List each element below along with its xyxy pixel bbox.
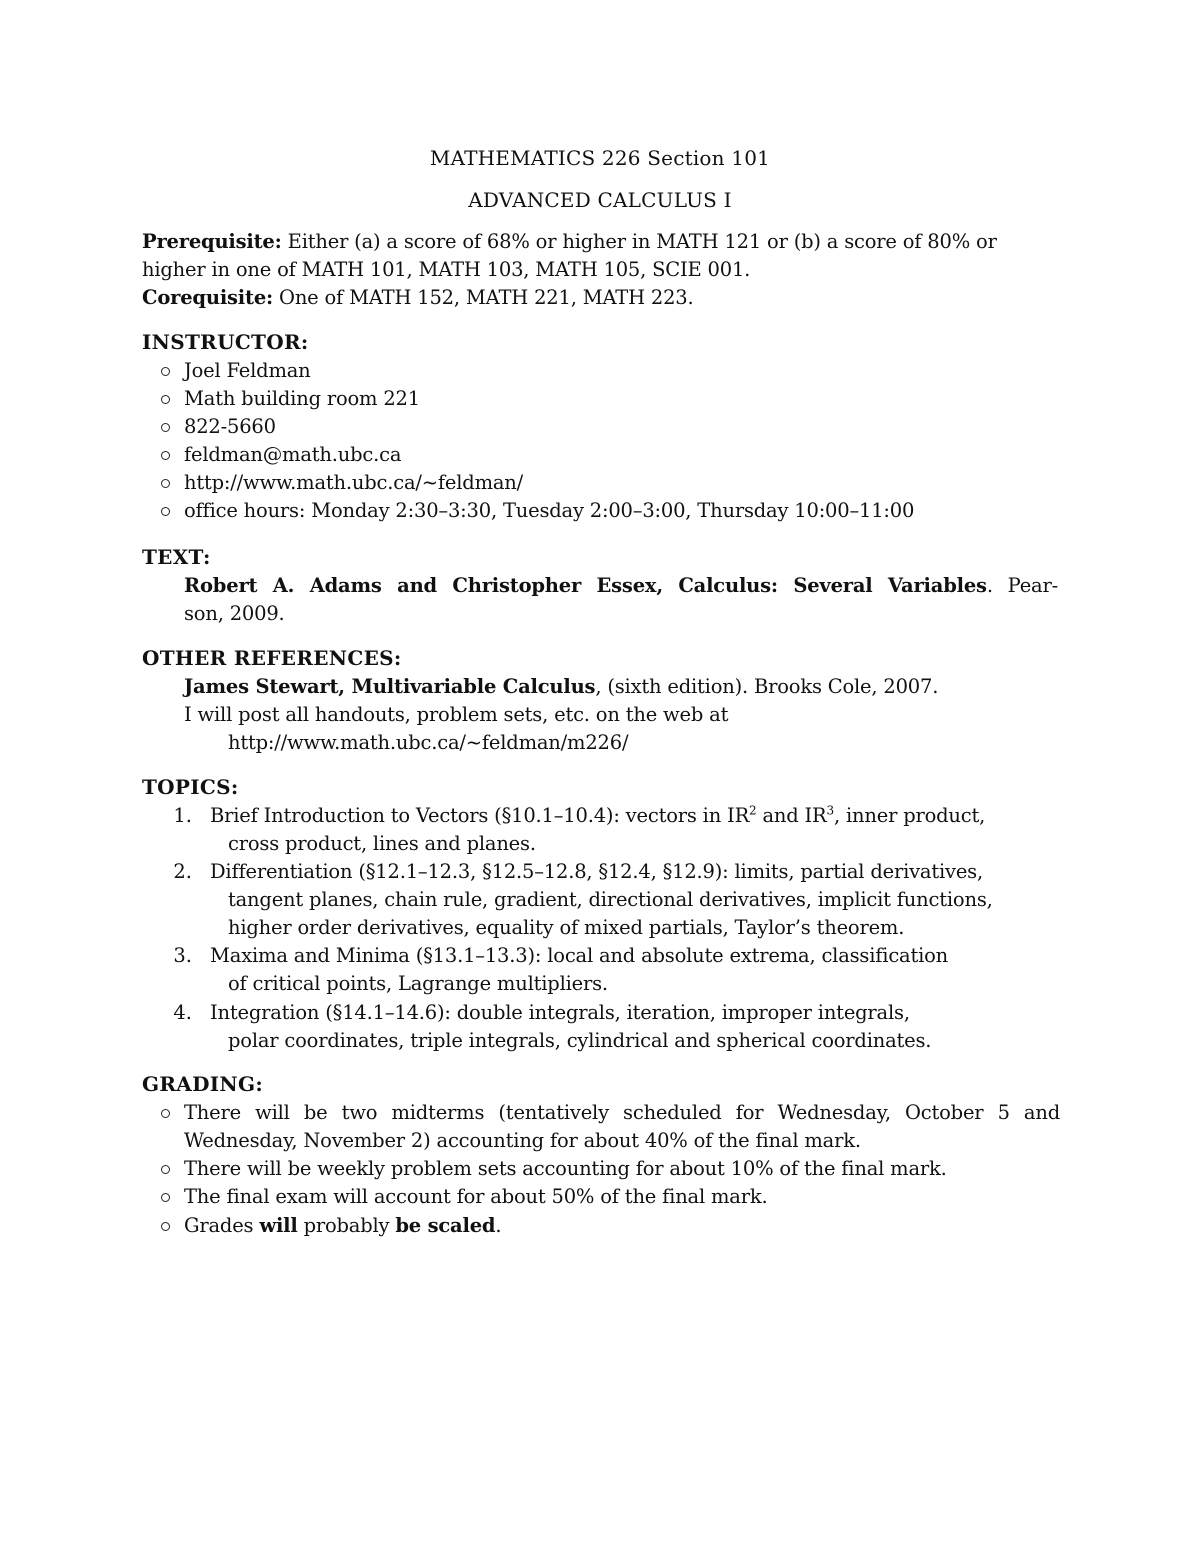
- grading-scaled-d: be scaled: [395, 1214, 496, 1237]
- corequisite-line: [142, 284, 694, 312]
- topic-2-line-2: tangent planes, chain rule, gradient, directional derivatives, implicit functions,: [228, 888, 993, 911]
- topic-1-sup-3: 3: [826, 803, 834, 818]
- text-heading: TEXT:: [142, 545, 211, 569]
- bullet-icon: [161, 451, 170, 460]
- textbook-publisher: . Pear-: [986, 574, 1058, 597]
- textbook-line-1: [184, 572, 1058, 600]
- topic-3-line-2: of critical points, Lagrange multipliers.: [228, 972, 608, 995]
- references-heading: OTHER REFERENCES:: [142, 646, 402, 670]
- topic-1-text-a: Brief Introduction to Vectors (§10.1–10.4): vectors in IR: [210, 804, 750, 827]
- bullet-icon: [161, 479, 170, 488]
- bullet-icon: [161, 1165, 170, 1174]
- reference-book-details: , (sixth edition). Brooks Cole, 2007.: [595, 675, 939, 698]
- instructor-email: feldman@math.ubc.ca: [184, 443, 402, 466]
- grading-scaled-e: .: [495, 1214, 502, 1237]
- instructor-office: Math building room 221: [184, 387, 420, 410]
- course-web-url: http://www.math.ubc.ca/~feldman/m226/: [228, 731, 629, 754]
- topic-1-sup-2: 2: [749, 803, 757, 818]
- textbook-authors-title: Robert A. Adams and Christopher Essex, Calculus: Several Variables: [184, 574, 987, 597]
- grading-midterms-line-1: There will be two midterms (tentatively scheduled for Wednesday, October 5 and: [184, 1101, 1060, 1124]
- bullet-icon: [161, 367, 170, 376]
- topic-number: 1.: [173, 804, 192, 827]
- corequisite-label: Corequisite:: [142, 286, 274, 309]
- bullet-icon: [161, 395, 170, 404]
- grading-heading: GRADING:: [142, 1072, 264, 1096]
- topic-4-line-1: Integration (§14.1–14.6): double integrals, iteration, improper integrals,: [210, 1001, 910, 1024]
- instructor-homepage: http://www.math.ubc.ca/~feldman/: [184, 471, 524, 494]
- course-title: ADVANCED CALCULUS I: [468, 188, 732, 212]
- course-heading: MATHEMATICS 226 Section 101: [429, 146, 771, 170]
- topic-3-line-1: Maxima and Minima (§13.1–13.3): local and absolute extrema, classification: [210, 944, 949, 967]
- instructor-office-hours: office hours: Monday 2:30–3:30, Tuesday 2:00–3:00, Thursday 10:00–11:00: [184, 499, 915, 522]
- textbook-line-2: son, 2009.: [184, 602, 285, 625]
- topic-number: 4.: [173, 1001, 192, 1024]
- topic-number: 2.: [173, 860, 192, 883]
- topic-1-text-c: , inner product,: [833, 804, 986, 827]
- prerequisite-line-1: [142, 228, 997, 256]
- bullet-icon: [161, 423, 170, 432]
- topic-4-line-2: polar coordinates, triple integrals, cylindrical and spherical coordinates.: [228, 1029, 932, 1052]
- grading-midterms-line-2: Wednesday, November 2) accounting for about 40% of the final mark.: [184, 1129, 861, 1152]
- reference-book-title: James Stewart, Multivariable Calculus: [184, 675, 596, 698]
- corequisite-text: One of MATH 152, MATH 221, MATH 223.: [279, 286, 694, 309]
- grading-final-exam: The final exam will account for about 50% of the final mark.: [184, 1185, 768, 1208]
- instructor-phone: 822-5660: [184, 415, 276, 438]
- topic-1-line-1: [210, 802, 985, 830]
- web-note: I will post all handouts, problem sets, etc. on the web at: [184, 703, 729, 726]
- grading-scaled-a: Grades: [184, 1214, 260, 1237]
- prerequisite-line-2: higher in one of MATH 101, MATH 103, MATH 105, SCIE 001.: [142, 258, 751, 281]
- bullet-icon: [161, 1193, 170, 1202]
- grading-problem-sets: There will be weekly problem sets accounting for about 10% of the final mark.: [184, 1157, 947, 1180]
- instructor-name: Joel Feldman: [184, 359, 311, 382]
- grading-scaled-b: will: [259, 1214, 298, 1237]
- reference-book: [184, 673, 938, 701]
- topic-number: 3.: [173, 944, 192, 967]
- grading-scaled: [184, 1212, 501, 1240]
- topic-1-line-2: cross product, lines and planes.: [228, 832, 536, 855]
- bullet-icon: [161, 1222, 170, 1231]
- instructor-heading: INSTRUCTOR:: [142, 330, 309, 354]
- topic-2-line-3: higher order derivatives, equality of mixed partials, Taylor’s theorem.: [228, 916, 905, 939]
- prerequisite-label: Prerequisite:: [142, 230, 282, 253]
- grading-scaled-c: probably: [297, 1214, 396, 1237]
- topics-heading: TOPICS:: [142, 775, 239, 799]
- topic-1-text-b: and IR: [756, 804, 827, 827]
- prerequisite-text: Either (a) a score of 68% or higher in MATH 121 or (b) a score of 80% or: [287, 230, 997, 253]
- bullet-icon: [161, 507, 170, 516]
- topic-2-line-1: Differentiation (§12.1–12.3, §12.5–12.8, §12.4, §12.9): limits, partial derivatives,: [210, 860, 983, 883]
- bullet-icon: [161, 1109, 170, 1118]
